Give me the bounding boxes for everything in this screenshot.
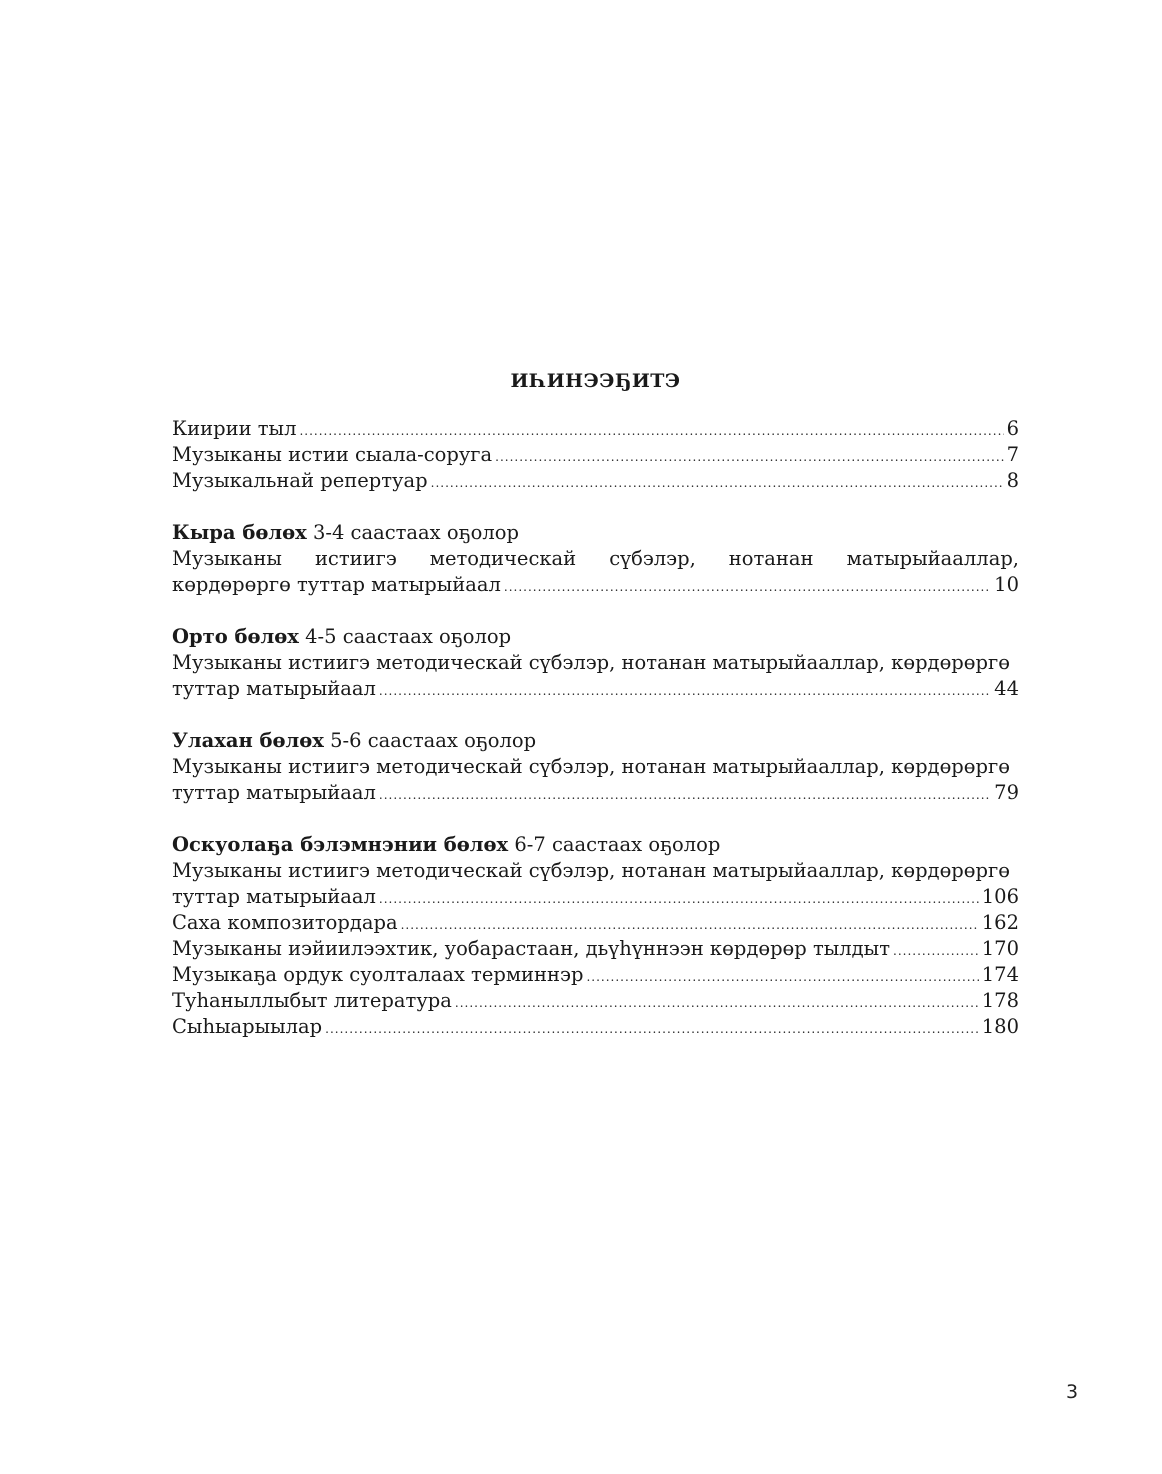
section-heading: [172, 728, 1019, 754]
dot-leader: [455, 990, 979, 1016]
toc-entry[interactable]: [172, 988, 1019, 1014]
description-word: нотанан: [728, 547, 814, 570]
section-description: [172, 546, 1019, 572]
dot-leader: [586, 964, 978, 990]
description-word: методическай: [429, 547, 577, 570]
toc-entry-page: 162: [981, 911, 1019, 934]
section-heading-rest: 4-5 саастаах оҕолор: [298, 625, 512, 648]
description-word: матырыйааллар,: [846, 547, 1019, 570]
section-description: Музыканы истиигэ методическай сүбэлэр, нотанан матырыйааллар, көрдөрөргө: [172, 755, 1010, 778]
description-word: сүбэлэр,: [609, 547, 696, 570]
toc-entry-page: 170: [981, 937, 1019, 960]
description-word: Музыканы: [172, 547, 282, 570]
dot-leader: [379, 678, 991, 704]
toc-section: [172, 624, 1019, 702]
dot-leader: [504, 574, 991, 600]
toc-section: [172, 728, 1019, 806]
toc-entry-label: Музыкальнай репертуар: [172, 469, 428, 492]
section-heading-rest: 5-6 саастаах оҕолор: [323, 729, 537, 752]
toc-section: [172, 832, 1019, 910]
dot-leader: [299, 418, 1003, 444]
toc-entry-page: 10: [994, 573, 1019, 596]
section-heading-bold: Кыра бөлөх: [172, 521, 307, 544]
toc-entry-page: 7: [1006, 443, 1019, 466]
toc-title: ИҺИНЭЭҔИТЭ: [510, 370, 681, 392]
section-heading: [172, 520, 1019, 546]
section-heading-rest: 3-4 саастаах оҕолор: [306, 521, 519, 544]
section-heading: [172, 624, 1019, 650]
dot-leader: [431, 470, 1004, 496]
section-heading-bold: Оскуолаҕа бэлэмнэнии бөлөх: [172, 833, 509, 856]
toc-entry[interactable]: [172, 468, 1019, 494]
toc-entry-page: 79: [994, 781, 1019, 804]
section-description: Музыканы истиигэ методическай сүбэлэр, нотанан матырыйааллар, көрдөрөргө: [172, 859, 1010, 882]
toc-entry[interactable]: [172, 1014, 1019, 1040]
page-number: 3: [1066, 1381, 1079, 1403]
dot-leader: [401, 912, 979, 938]
toc-entry-label: Музыкаҕа ордук суолталаах терминнэр: [172, 963, 584, 986]
dot-leader: [495, 444, 1003, 470]
toc-entry-label: Сыһыарыылар: [172, 1015, 323, 1038]
description-word: истиигэ: [314, 547, 397, 570]
toc-entry-label: туттар матырыйаал: [172, 885, 376, 908]
section-heading-rest: 6-7 саастаах оҕолор: [508, 833, 721, 856]
toc-entry-label: Туһаныллыбыт литература: [172, 989, 452, 1012]
dot-leader: [325, 1016, 979, 1042]
dot-leader: [893, 938, 979, 964]
toc-entry[interactable]: [172, 572, 1019, 598]
dot-leader: [379, 886, 979, 912]
toc-entry[interactable]: [172, 910, 1019, 936]
toc-entry-label: Саха композитордара: [172, 911, 398, 934]
toc-entry-page: 44: [994, 677, 1019, 700]
toc-entry-page: 106: [981, 885, 1019, 908]
toc-entry[interactable]: [172, 884, 1019, 910]
toc-entry-label: Музыканы иэйиилээхтик, уобарастаан, дьүһүннээн көрдөрөр тылдыт: [172, 937, 890, 960]
toc-entry-page: 178: [981, 989, 1019, 1012]
section-description: Музыканы истиигэ методическай сүбэлэр, нотанан матырыйааллар, көрдөрөргө: [172, 651, 1010, 674]
section-heading-bold: Орто бөлөх: [172, 625, 299, 648]
section-heading: [172, 832, 1019, 858]
table-of-contents: [172, 368, 1019, 1040]
toc-section: [172, 520, 1019, 598]
toc-entry-label: Киирии тыл: [172, 417, 297, 440]
toc-entry[interactable]: [172, 962, 1019, 988]
toc-entry-label: туттар матырыйаал: [172, 781, 376, 804]
toc-entry[interactable]: [172, 936, 1019, 962]
section-heading-bold: Улахан бөлөх: [172, 729, 324, 752]
toc-entry-label: Музыканы истии сыала-соруга: [172, 443, 493, 466]
toc-entry-page: 6: [1006, 417, 1019, 440]
toc-entry-label: көрдөрөргө туттар матырыйаал: [172, 573, 501, 596]
toc-entry-label: туттар матырыйаал: [172, 677, 376, 700]
toc-entry[interactable]: [172, 676, 1019, 702]
toc-entry[interactable]: [172, 442, 1019, 468]
toc-entry-page: 180: [981, 1015, 1019, 1038]
dot-leader: [379, 782, 991, 808]
toc-entry[interactable]: [172, 416, 1019, 442]
toc-entry-page: 174: [981, 963, 1019, 986]
toc-entry[interactable]: [172, 780, 1019, 806]
toc-entry-page: 8: [1006, 469, 1019, 492]
